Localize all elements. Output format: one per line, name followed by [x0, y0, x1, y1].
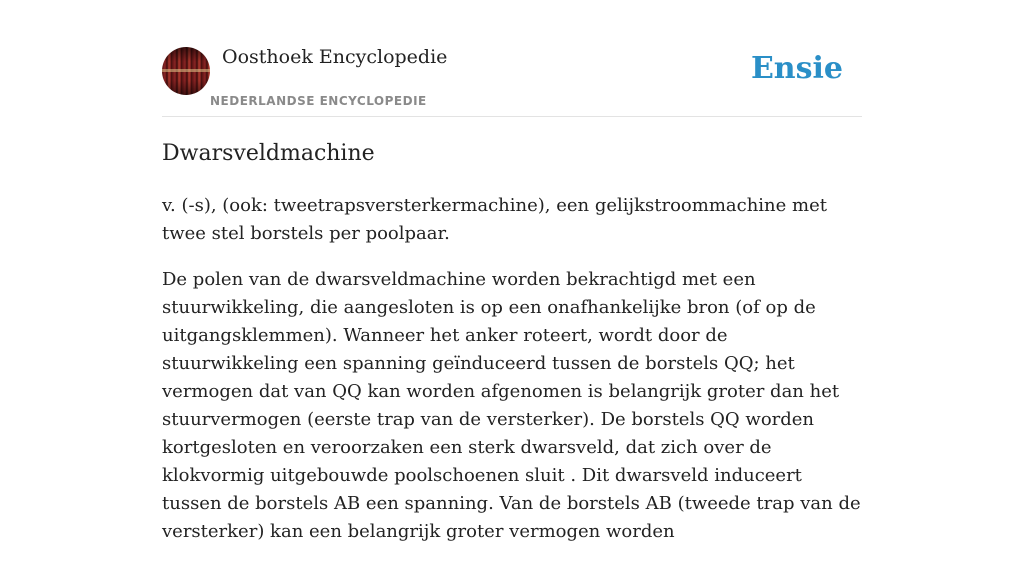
site-title[interactable]: Oosthoek Encyclopedie — [222, 46, 448, 68]
entry-body — [162, 192, 867, 564]
site-logo[interactable] — [162, 47, 210, 95]
brand-logo-link[interactable]: Ensie — [750, 51, 843, 86]
entry-paragraph-definition: v. (-s), (ook: tweetrapsversterkermachine), een gelijkstroommachine met twee stel borstels per poolpaar. — [162, 195, 827, 244]
site-subtitle: NEDERLANDSE ENCYCLOPEDIE — [210, 94, 427, 108]
entry-title: Dwarsveldmachine — [162, 141, 375, 166]
site-header — [162, 0, 862, 117]
entry-paragraph-description: De polen van de dwarsveldmachine worden bekrachtigd met een stuurwikkeling, die aangesloten is op een onafhankelijke bron (of op de uitgangsklemmen). Wanneer het anker roteert, wordt door de stuurwikkeling een spanning geïnduceerd tussen de borstels QQ; het vermogen dat van QQ kan worden afgenomen is belangrijk groter dan het stuurvermogen (eerste trap van de versterker). De borstels QQ worden kortgesloten en veroorzaken een sterk dwarsveld, dat zich over de klokvormig uitgebouwde poolschoenen sluit . Dit dwarsveld induceert tussen de borstels AB een spanning. Van de borstels AB (tweede trap van de versterker) kan een belangrijk groter vermogen worden — [162, 269, 861, 542]
